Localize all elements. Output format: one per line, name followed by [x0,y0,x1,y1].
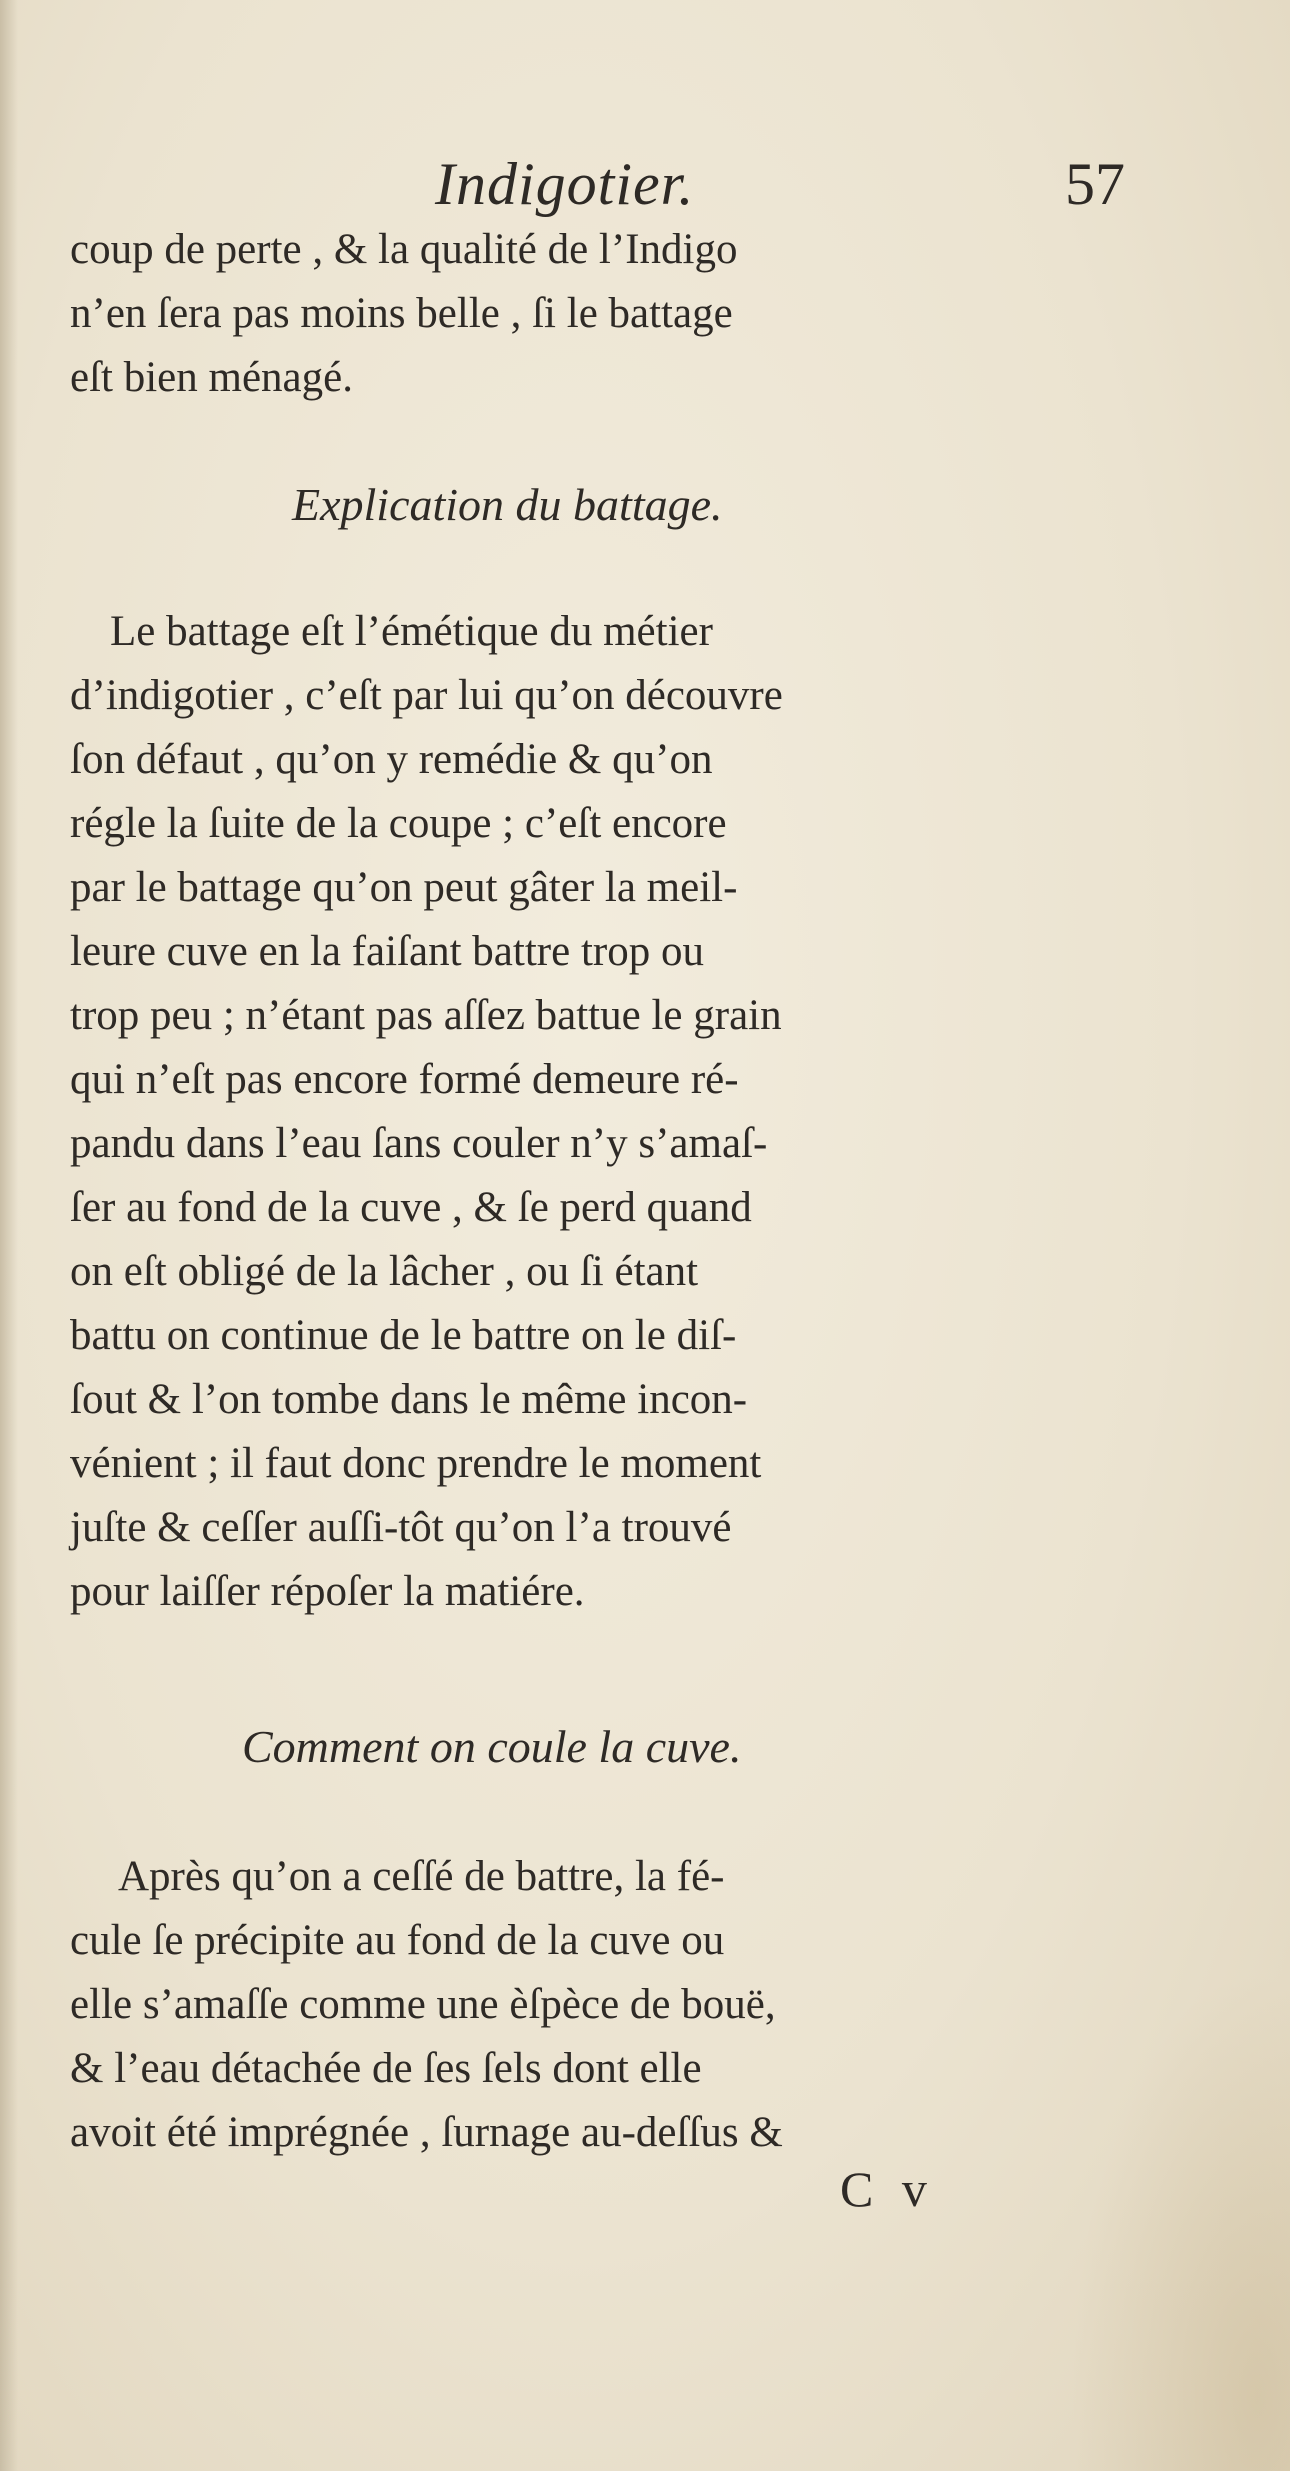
binding-gutter [0,0,18,2471]
text-line: eſt bien ménagé. [70,354,353,401]
paper-stain [1070,1971,1290,2471]
text-line: ſout & l’on tombe dans le même incon- [70,1376,748,1423]
text-line: ſer au fond de la cuve , & ſe perd quand [70,1184,752,1231]
text-line: qui n’eſt pas encore formé demeure ré- [70,1056,739,1103]
page-header [235,150,1125,220]
text-line: régle la ſuite de la coupe ; c’eſt encore [70,800,727,847]
text-line: ſon défaut , qu’on y remédie & qu’on [70,736,713,783]
text-line: Le battage eſt l’émétique du métier [110,608,713,655]
text-line: par le battage qu’on peut gâter la meil- [70,864,738,911]
text-line: avoit été imprégnée , ſurnage au-deſſus & [70,2109,783,2156]
text-line: vénient ; il faut donc prendre le moment [70,1440,762,1487]
running-title: Indigotier. [435,151,695,217]
text-line: d’indigotier , c’eſt par lui qu’on découvre [70,672,783,719]
text-line: cule ſe précipite au fond de la cuve ou [70,1917,725,1964]
signature-mark: C v [840,2161,935,2217]
text-line: & l’eau détachée de ſes ſels dont elle [70,2045,702,2092]
text-line: n’en ſera pas moins belle , ſi le battage [70,290,733,337]
text-line: Après qu’on a ceſſé de battre, la fé- [118,1853,725,1900]
section-heading-battage: Explication du battage. [292,479,723,530]
text-line: coup de perte , & la qualité de l’Indigo [70,226,738,273]
section-heading-cuve: Comment on coule la cuve. [242,1721,742,1772]
text-line: pour laiſſer répoſer la matiére. [70,1568,585,1615]
text-line: juſte & ceſſer auſſi-tôt qu’on l’a trouvé [70,1504,732,1551]
text-line: trop peu ; n’étant pas aſſez battue le grain [70,992,782,1039]
text-line: battu on continue de le battre on le diſ- [70,1312,737,1359]
text-line: elle s’amaſſe comme une èſpèce de bouë, [70,1981,776,2028]
text-line: leure cuve en la faiſant battre trop ou [70,928,704,975]
text-line: on eſt obligé de la lâcher , ou ſi étant [70,1248,699,1295]
page-number: 57 [1065,151,1125,217]
text-line: pandu dans l’eau ſans couler n’y s’amaſ- [70,1120,768,1167]
